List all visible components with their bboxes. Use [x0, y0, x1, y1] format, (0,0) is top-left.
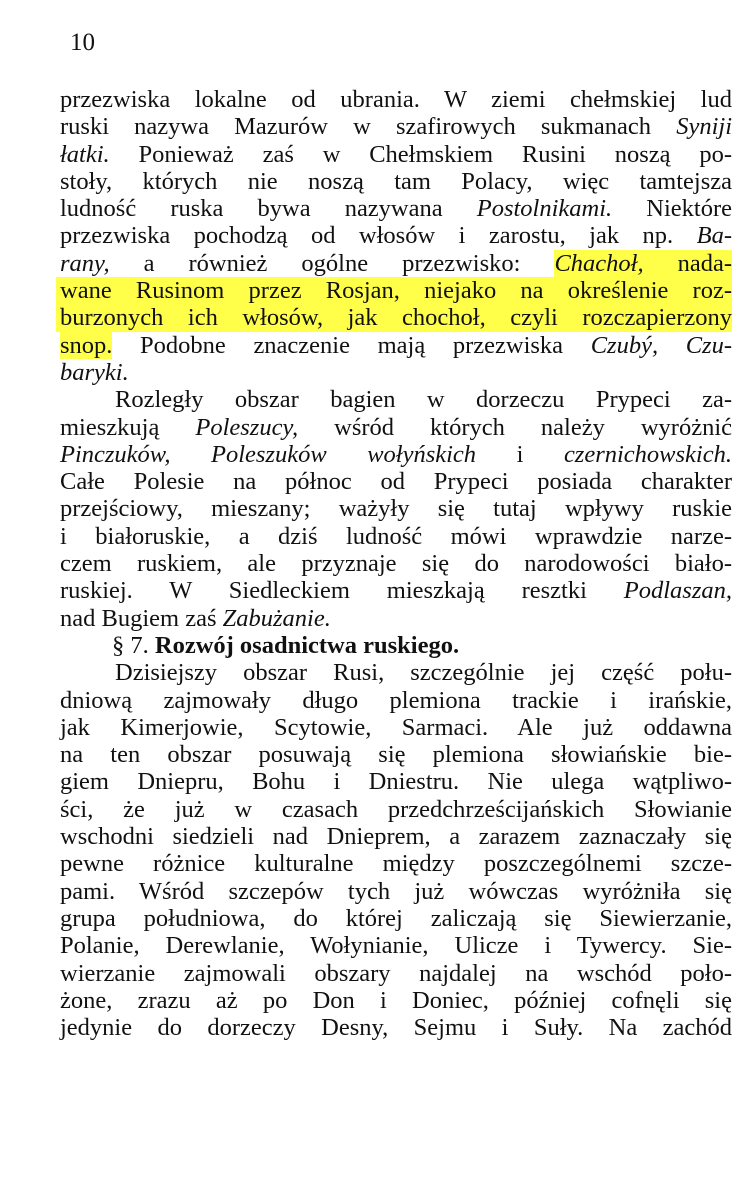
text-line: rany, a również ogólne przezwisko: Chachoł, nada-	[60, 249, 732, 277]
text-line: przezwiska lokalne od ubrania. W ziemi chełmskiej lud	[60, 86, 732, 113]
text-line: grupa południowa, do której zaliczają się Siewierzanie,	[60, 904, 732, 932]
text-line: Rozległy obszar bagien w dorzeczu Prypeci za-	[115, 386, 732, 414]
text-line: Polanie, Derewlanie, Wołynianie, Ulicze i Tywercy. Sie-	[60, 932, 732, 960]
text-line: stoły, których nie noszą tam Polacy, więc tamtejsza	[60, 167, 732, 195]
paragraph-nicknames	[60, 86, 732, 386]
text-line: jak Kimerjowie, Scytowie, Sarmaci. Ale już oddawna	[60, 713, 732, 741]
text-line: jedynie do dorzeczy Desny, Sejmu i Suły. Na zachód	[60, 1014, 732, 1042]
text-line: Pinczuków, Poleszuków wołyńskich i czernichowskich.	[60, 440, 732, 468]
text-line: ści, że już w czasach przedchrześcijańskich Słowianie	[60, 795, 732, 823]
text-line: przejściowy, mieszany; ważyły się tutaj wpływy ruskie	[60, 495, 732, 523]
text-line: mieszkują Poleszucy, wśród których należy wyróżnić	[60, 413, 732, 441]
highlighted-text: Chachoł, nada-	[554, 249, 732, 277]
paragraph-settlement	[60, 659, 732, 1041]
text-line: ruski nazywa Mazurów w szafirowych sukmanach Syniji	[60, 113, 732, 141]
text-line: baryki.	[60, 358, 129, 386]
section-heading	[60, 632, 732, 659]
text-line: ludność ruska bywa nazywana Postolnikami. Niektóre	[60, 195, 732, 223]
text-line: dniową zajmowały długo plemiona trackie i irańskie,	[60, 686, 732, 714]
text-line: Całe Polesie na północ od Prypeci posiada charakter	[60, 468, 732, 496]
text-line: wierzanie zajmowali obszary najdalej na wschód poło-	[60, 959, 732, 987]
text-line: czem ruskiem, ale przyznaje się do narodowości biało-	[60, 550, 732, 578]
highlighted-text-line: wane Rusinom przez Rosjan, niejako na określenie roz-	[56, 277, 732, 304]
text-line: Dzisiejszy obszar Rusi, szczególnie jej część połu-	[115, 659, 732, 687]
text-line: pewne różnice kulturalne między poszczególnemi szcze-	[60, 850, 732, 878]
text-line: giem Dniepru, Bohu i Dniestru. Nie ulega wątpliwo-	[60, 768, 732, 796]
highlighted-text: snop.	[60, 331, 113, 359]
text-line: łatki. Ponieważ zaś w Chełmskiem Rusini noszą po-	[60, 140, 732, 168]
text-line: żone, zrazu aż po Don i Doniec, później cofnęli się	[60, 986, 732, 1014]
paragraph-polesie	[60, 386, 732, 632]
section-number: § 7.	[112, 631, 149, 659]
text-line: snop. Podobne znaczenie mają przezwiska Czubý, Czu-	[60, 331, 732, 359]
body-text	[60, 86, 732, 1041]
text-line: pami. Wśród szczepów tych już wówczas wyróżniła się	[60, 877, 732, 905]
text-line: przezwiska pochodzą od włosów i zarostu, jak np. Ba-	[60, 222, 732, 250]
text-line: wschodni siedzieli nad Dnieprem, a zarazem zaznaczały się	[60, 823, 732, 851]
section-title: Rozwój osadnictwa ruskiego.	[154, 631, 460, 659]
text-line: nad Bugiem zaś Zabużanie.	[60, 604, 331, 632]
page-number: 10	[70, 29, 95, 56]
text-line: na ten obszar posuwają się plemiona słowiańskie bie-	[60, 741, 732, 769]
highlighted-text-line: burzonych ich włosów, jak chochoł, czyli rozczapierzony	[56, 304, 732, 331]
text-line: ruskiej. W Siedleckiem mieszkają resztki Podlaszan,	[60, 577, 732, 605]
text-line: i białoruskie, a dziś ludność mówi wprawdzie narze-	[60, 522, 732, 550]
